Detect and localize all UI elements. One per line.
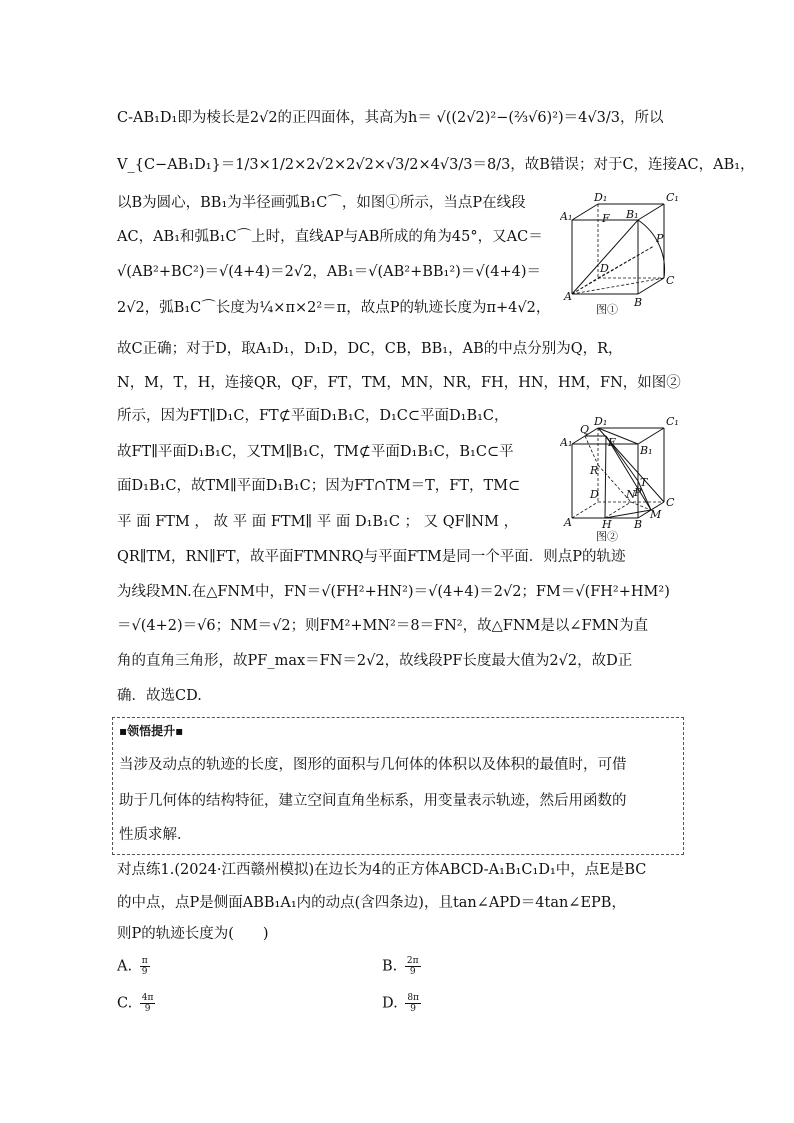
label2-C: C: [666, 496, 675, 509]
solution-line-5: √(AB²+BC²)＝√(4+4)＝2√2，AB₁＝√(AB²+BB₁²)＝√(4+4)＝: [117, 264, 541, 280]
option-a-letter: A.: [117, 958, 133, 975]
solution-line-12: 平 面 FTM ， 故 平 面 FTM∥ 平 面 D₁B₁C ； 又 QF∥NM ，: [117, 514, 519, 530]
solution-line-16: 角的直角三角形，故PF_max＝FN＝2√2，故线段PF长度最大值为2√2，故D正: [117, 653, 633, 669]
label2-T: T: [640, 476, 648, 489]
option-d-fraction: $\frac{8\pi}{9}$: [407, 993, 419, 1014]
exercise-line-2: 的中点，点P是侧面ABB₁A₁内的动点(含四条边)，且tan∠APD＝4tan∠EPB，: [117, 895, 626, 911]
figure-2: [560, 416, 690, 546]
solution-line-6: 2√2，弧B₁C⌒长度为¼×π×2²＝π，故点P的轨迹长度为π+4√2，: [117, 300, 551, 316]
option-c-letter: C.: [117, 995, 133, 1012]
solution-line-4: AC，AB₁和弧B₁C⌒上时，直线AP与AB所成的角为45°，又AC＝: [117, 229, 543, 245]
solution-line-9: 所示，因为FT∥D₁C，FT⊄平面D₁B₁C，D₁C⊂平面D₁B₁C，: [117, 408, 509, 424]
solution-line-10: 故FT∥平面D₁B₁C，又TM∥B₁C，TM⊄平面D₁B₁C，B₁C⊂平: [117, 444, 514, 460]
solution-line-3: 以B为圆心，BB₁为半径画弧B₁C⌒，如图①所示，当点P在线段: [117, 195, 526, 211]
figure-1: [560, 190, 690, 320]
insight-line-2: 助于几何体的结构特征，建立空间直角坐标系，用变量表示轨迹，然后用函数的: [119, 793, 627, 809]
solution-line-1: C-AB₁D₁即为棱长是2√2的正四面体，其高为h＝ √((2√2)²−(⅔√6)²)＝4√3/3，所以: [117, 110, 664, 126]
label-D1: D₁: [594, 191, 608, 204]
label-D: D: [600, 262, 609, 275]
label2-D: D: [590, 488, 599, 501]
label2-C1: C₁: [666, 416, 679, 428]
option-b-letter: B.: [382, 958, 398, 975]
label2-A1: A₁: [560, 436, 573, 449]
option-a-fraction: $\frac{\pi}{9}$: [141, 956, 148, 977]
label2-B1: B₁: [640, 444, 653, 457]
label-B: B: [634, 296, 643, 309]
solution-line-11: 面D₁B₁C，故TM∥平面D₁B₁C；因为FT∩TM＝T，FT，TM⊂: [117, 478, 521, 494]
label-B1: B₁: [626, 208, 639, 221]
option-b[interactable]: [382, 956, 424, 977]
option-d[interactable]: [382, 993, 424, 1014]
figure-1-caption: 图①: [596, 303, 618, 316]
label-C: C: [666, 274, 675, 287]
solution-line-17: 确．故选CD.: [117, 688, 202, 704]
insight-box: [112, 717, 684, 855]
label-A: A: [564, 290, 572, 303]
solution-line-2: V_{C−AB₁D₁}＝1/3×1/2×2√2×2√2×√3/2×4√3/3＝8/3，故B错误；对于C，连接AC，AB₁，: [117, 157, 755, 173]
exercise-line-1: 对点练1.(2024·江西赣州模拟)在边长为4的正方体ABCD-A₁B₁C₁D₁中，点E是BC: [117, 862, 647, 878]
solution-line-14: 为线段MN.在△FNM中，FN＝√(FH²+HN²)＝√(4+4)＝2√2；FM＝√(FH²+HM²): [117, 584, 670, 600]
label-C1: C₁: [666, 191, 679, 204]
label2-N: N: [626, 488, 636, 501]
label2-R: R: [590, 464, 599, 477]
label-P: P: [656, 232, 664, 245]
option-c[interactable]: [117, 993, 158, 1014]
exercise-line-3: 则P的轨迹长度为( ): [117, 926, 269, 942]
insight-line-1: 当涉及动点的轨迹的长度，图形的面积与几何体的体积以及体积的最值时，可借: [119, 757, 627, 773]
label-A1: A₁: [560, 210, 573, 223]
figure-2-caption: 图②: [596, 530, 618, 543]
option-a[interactable]: [117, 956, 153, 977]
option-d-letter: D.: [382, 995, 398, 1012]
insight-title: ▪领悟提升▪: [119, 724, 184, 738]
solution-line-7: 故C正确；对于D，取A₁D₁，D₁D，DC，CB，BB₁，AB的中点分别为Q，R，: [117, 341, 623, 357]
solution-line-13: QR∥TM，RN∥FT，故平面FTMNRQ与平面FTM是同一个平面．则点P的轨迹: [117, 549, 626, 565]
label2-F: F: [608, 436, 616, 449]
label2-H: H: [602, 518, 612, 531]
option-c-fraction: $\frac{4\pi}{9}$: [141, 993, 154, 1014]
insight-line-3: 性质求解．: [119, 827, 192, 843]
label2-P: P: [634, 486, 642, 499]
label-F: F: [602, 212, 610, 225]
option-b-fraction: $\frac{2\pi}{9}$: [406, 956, 419, 977]
cube-diagram-2: [560, 416, 690, 546]
label2-M: M: [650, 508, 662, 521]
label2-Q: Q: [580, 423, 590, 436]
solution-line-15: ＝√(4+2)＝√6；NM＝√2；则FM²+MN²＝8＝FN²，故△FNM是以∠FMN为直: [117, 618, 649, 634]
label2-A: A: [564, 516, 572, 529]
solution-line-8: N，M，T，H，连接QR，QF，FT，TM，MN，NR，FH，HN，HM，FN，如图②: [117, 375, 681, 391]
label2-D1: D₁: [594, 416, 608, 428]
label2-B: B: [634, 518, 643, 531]
cube-diagram-1: [560, 190, 690, 320]
